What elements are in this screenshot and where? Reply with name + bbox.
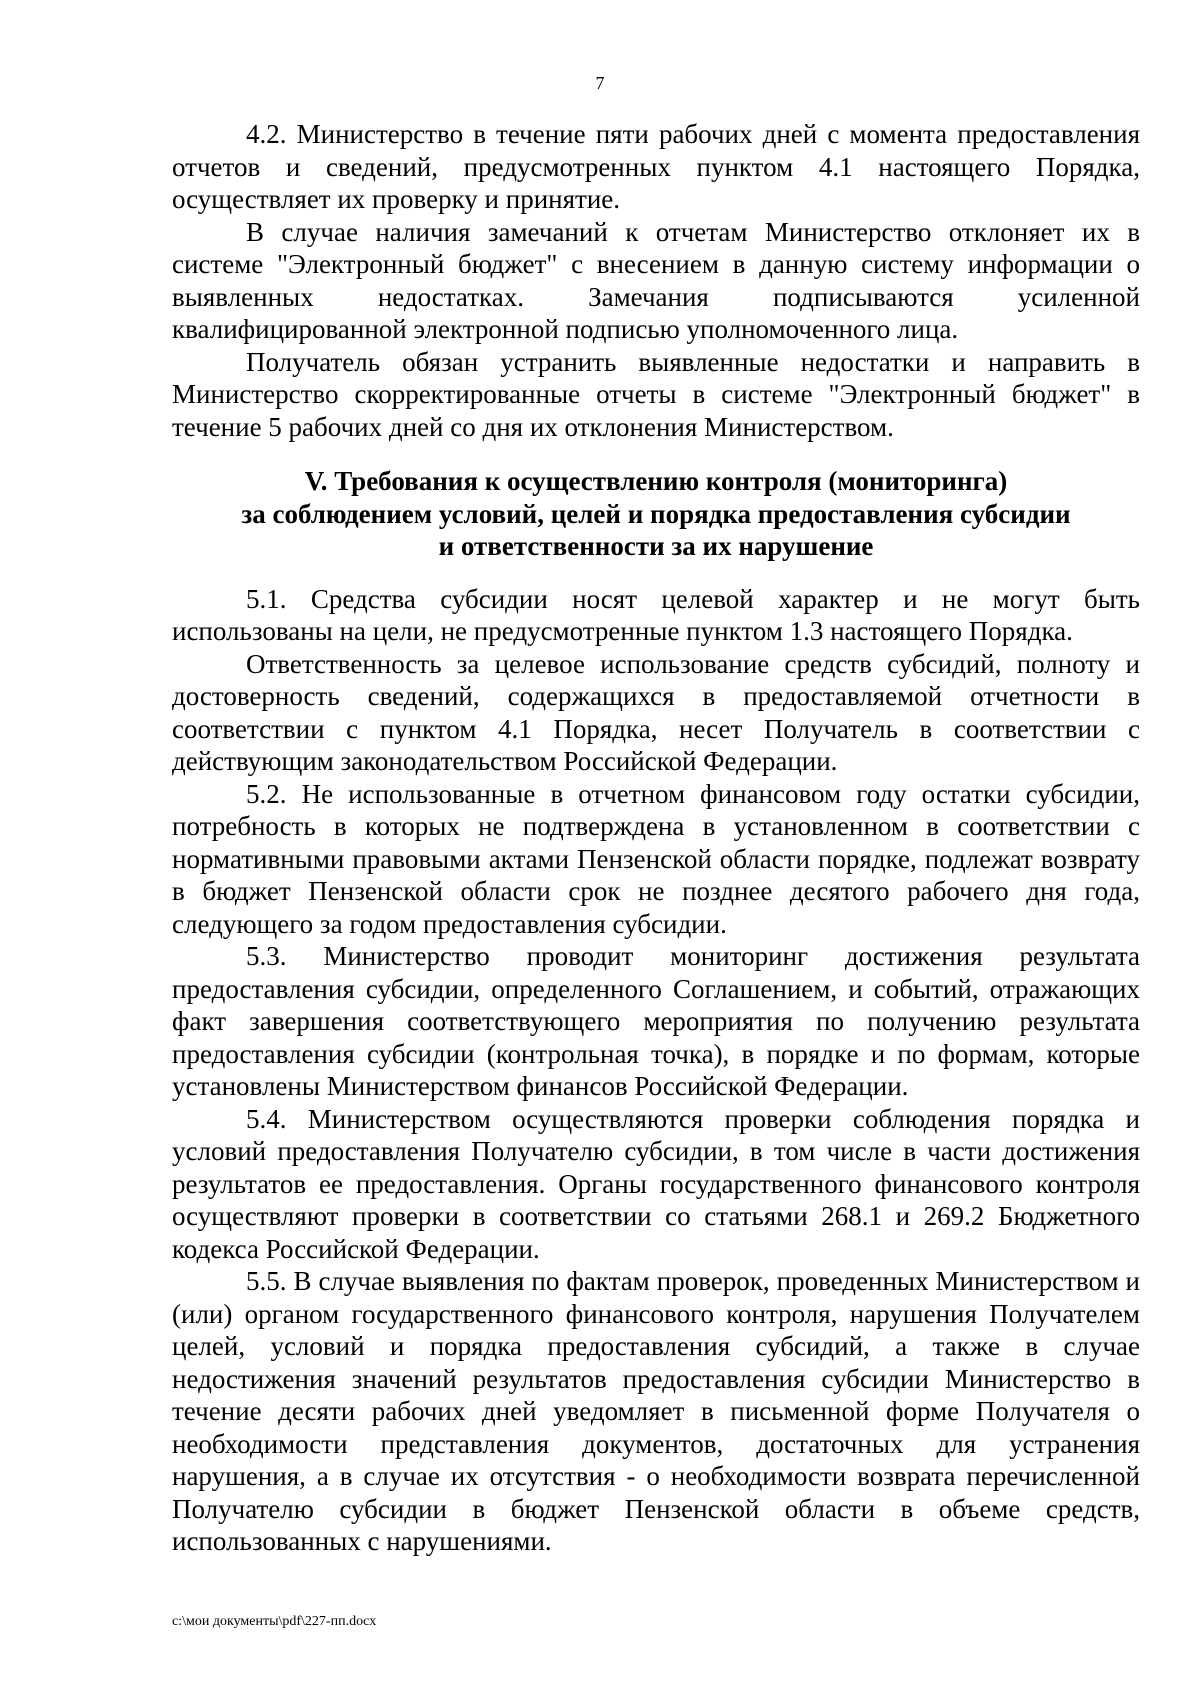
paragraph-5-5: 5.5. В случае выявления по фактам проверок, проведенных Министерством и (или) органом государственного финансового контроля, нарушения Получателем целей, условий и порядка предоставления субсидий, а также в случае недостижения значений результатов предоставления субсидии Министерство в течение десяти рабочих дней уведомляет в письменной форме Получателя о необходимости представления документов, достаточных для устранения нарушения, а в случае их отсутствия - о необходимости возврата перечисленной Получателю субсидии в бюджет Пензенской области в объеме средств, использованных с нарушениями. <box>172 1266 1140 1556</box>
paragraph-5-2: 5.2. Не использованные в отчетном финансовом году остатки субсидии, потребность в которых не подтверждена в установленном в соответствии с нормативными правовыми актами Пензенской области порядке, подлежат возврату в бюджет Пензенской области срок не позднее десятого рабочего дня года, следующего за годом предоставления субсидии. <box>172 778 1140 939</box>
footer-file-path: c:\мои документы\pdf\227-пп.docx <box>172 1614 377 1629</box>
paragraph-4-2: 4.2. Министерство в течение пяти рабочих дней с момента предоставления отчетов и сведений, предусмотренных пунктом 4.1 настоящего Порядка, осуществляет их проверку и принятие. <box>172 119 1140 214</box>
section-heading-line-3: и ответственности за их нарушение <box>438 531 874 561</box>
paragraph-5-3: 5.3. Министерство проводит мониторинг достижения результата предоставления субсидии, определенного Соглашением, и событий, отражающих факт завершения соответствующего мероприятия по получению результата предоставления субсидии (контрольная точка), в порядке и по формам, которые установлены Министерством финансов Российской Федерации. <box>172 941 1140 1101</box>
paragraph-5-1: 5.1. Средства субсидии носят целевой характер и не могут быть использованы на цели, не предусмотренные пунктом 1.3 настоящего Порядка. <box>172 583 1140 646</box>
paragraph-recipient-obligation: Получатель обязан устранить выявленные недостатки и направить в Министерство скорректированные отчеты в системе "Электронный бюджет" в течение 5 рабочих дней со дня их отклонения Министерством. <box>172 346 1140 442</box>
paragraph-5-4: 5.4. Министерством осуществляются проверки соблюдения порядка и условий предоставления Получателю субсидии, в том числе в части достижения результатов ее предоставления. Органы государственного финансового контроля осуществляют проверки в соответствии со статьями 268.1 и 269.2 Бюджетного кодекса Российской Федерации. <box>172 1103 1140 1264</box>
section-heading <box>172 465 1140 563</box>
section-heading-line-1: V. Требования к осуществлению контроля (мониторинга) <box>304 466 1008 496</box>
page-number: 7 <box>595 73 605 93</box>
document-body <box>172 118 1140 1558</box>
paragraph-responsibility: Ответственность за целевое использование средств субсидий, полноту и достоверность сведений, содержащихся в предоставляемой отчетности в соответствии с пунктом 4.1 Порядка, несет Получатель в соответствии с действующим законодательством Российской Федерации. <box>172 648 1140 776</box>
section-heading-line-2: за соблюдением условий, целей и порядка предоставления субсидии <box>241 498 1071 529</box>
paragraph-remarks: В случае наличия замечаний к отчетам Министерство отклоняет их в системе "Электронный бюджет" с внесением в данную систему информации о выявленных недостатках. Замечания подписываются усиленной квалифицированной электронной подписью уполномоченного лица. <box>172 216 1140 344</box>
